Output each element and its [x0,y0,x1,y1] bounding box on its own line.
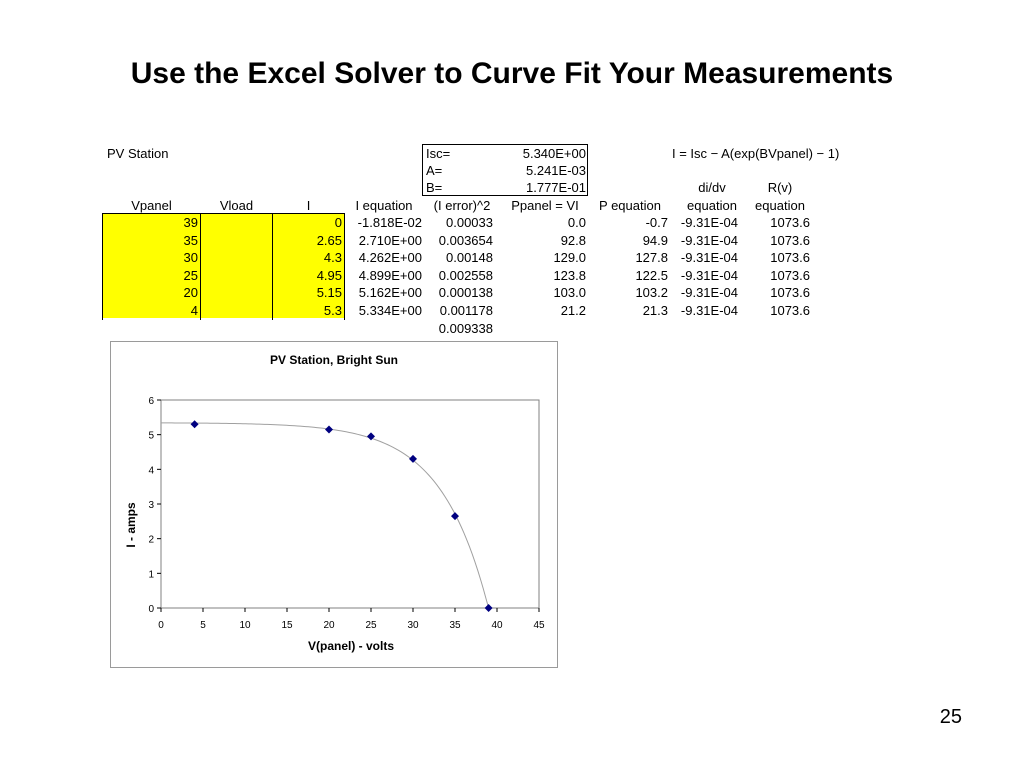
x-tick-label: 15 [281,620,293,631]
column-header: I equation [355,198,413,213]
page-number: 25 [939,706,962,728]
param-label: Isc= [426,146,451,161]
x-tick-label: 20 [323,620,335,631]
table-cell-didv[interactable]: -9.31E-04 [680,267,738,283]
table-cell-ppanel[interactable]: 92.8 [560,232,586,248]
table-cell-err2[interactable]: 0.00148 [446,250,493,265]
chart-area [110,341,558,668]
table-cell-p-eq[interactable]: 103.2 [635,285,668,300]
table-cell-i[interactable]: 4.3 [323,250,342,265]
y-tick-label: 6 [148,396,154,407]
table-cell-didv[interactable]: -9.31E-04 [680,285,738,300]
table-cell-p-eq[interactable]: 94.9 [642,232,668,248]
data-point [191,420,199,428]
table-cell-i-eq[interactable]: 4.262E+00 [358,250,422,265]
table-cell-p-eq[interactable]: 127.8 [635,250,668,265]
table-cell-p-eq[interactable]: 21.3 [642,302,668,318]
table-cell-vpanel[interactable]: 30 [183,250,198,265]
header-rv: R(v) [767,180,793,195]
table-cell-ppanel[interactable]: 103.0 [553,285,586,300]
table-cell-i[interactable]: 2.65 [316,232,342,248]
x-tick-label: 25 [365,620,377,631]
table-cell-err2[interactable]: 0.001178 [439,302,493,318]
table-cell-i-eq[interactable]: 5.162E+00 [358,285,422,300]
table-cell-vpanel[interactable]: 25 [183,267,198,283]
fit-curve-line [161,423,489,608]
slide-title: Use the Excel Solver to Curve Fit Your Measurements [130,57,894,90]
table-cell-ppanel[interactable]: 0.0 [567,215,586,230]
x-tick-label: 10 [239,620,251,631]
table-cell-i[interactable]: 5.15 [316,285,342,300]
x-tick-label: 0 [158,620,164,631]
table-cell-err2[interactable]: 0.002558 [438,267,493,283]
table-cell-i[interactable]: 5.3 [323,302,342,318]
param-label: A= [426,163,443,178]
table-cell-didv[interactable]: -9.31E-04 [680,232,738,248]
table-cell-i-eq[interactable]: -1.818E-02 [357,215,422,230]
data-point [325,425,333,433]
table-cell-ppanel[interactable]: 21.2 [560,302,586,318]
chart-title: PV Station, Bright Sun [270,353,398,367]
column-header: I [306,198,311,213]
x-tick-label: 5 [200,620,206,631]
param-value: 1.777E-01 [526,180,586,195]
x-axis-label: V(panel) - volts [307,639,395,653]
table-cell-rv[interactable]: 1073.6 [770,302,810,318]
param-value: 5.241E-03 [526,163,586,178]
table-cell-i-eq[interactable]: 2.710E+00 [358,232,422,248]
station-label: PV Station [107,146,169,161]
table-cell-vpanel[interactable]: 20 [183,285,198,300]
data-point [485,604,493,612]
column-header: equation [755,198,805,213]
x-tick-label: 45 [533,620,545,631]
table-cell-vpanel[interactable]: 39 [183,215,198,230]
column-divider [200,213,201,320]
y-tick-label: 0 [148,604,154,615]
param-label: B= [426,180,443,195]
y-tick-label: 3 [148,500,154,511]
scatter-chart [111,342,557,667]
column-header: Vpanel [131,198,172,213]
x-tick-label: 40 [491,620,503,631]
table-cell-rv[interactable]: 1073.6 [770,267,810,283]
table-cell-err2[interactable]: 0.003654 [438,232,493,248]
error-sum: 0.009338 [438,321,493,336]
x-tick-label: 35 [449,620,461,631]
fit-equation: I = Isc − A(exp(BVpanel) − 1) [672,146,840,161]
column-header: (I error)^2 [433,198,491,213]
param-value: 5.340E+00 [522,146,586,161]
table-cell-rv[interactable]: 1073.6 [770,215,810,230]
header-didv: di/dv [698,180,726,195]
table-cell-rv[interactable]: 1073.6 [770,285,810,300]
table-cell-didv[interactable]: -9.31E-04 [680,215,738,230]
table-cell-vpanel[interactable]: 4 [190,302,198,318]
column-header: equation [687,198,737,213]
table-cell-ppanel[interactable]: 123.8 [553,267,586,283]
table-cell-rv[interactable]: 1073.6 [770,232,810,248]
table-cell-didv[interactable]: -9.31E-04 [680,250,738,265]
data-point [409,455,417,463]
spreadsheet [0,0,1024,340]
y-tick-label: 4 [148,465,154,477]
y-tick-label: 5 [148,430,154,442]
plot-area-frame [161,400,539,608]
y-tick-label: 2 [148,534,154,546]
table-cell-i[interactable]: 0 [334,215,342,230]
table-cell-ppanel[interactable]: 129.0 [553,250,586,265]
table-cell-p-eq[interactable]: 122.5 [635,267,668,283]
column-header: Vload [219,198,254,213]
table-cell-i-eq[interactable]: 5.334E+00 [358,302,422,318]
table-cell-rv[interactable]: 1073.6 [770,250,810,265]
table-cell-i[interactable]: 4.95 [316,267,342,283]
table-cell-i-eq[interactable]: 4.899E+00 [358,267,422,283]
x-tick-label: 30 [407,620,419,631]
y-axis-label: I - amps [124,502,138,548]
table-cell-err2[interactable]: 0.000138 [438,285,493,300]
table-cell-didv[interactable]: -9.31E-04 [680,302,738,318]
table-cell-err2[interactable]: 0.00033 [446,215,493,230]
column-header: P equation [599,198,661,213]
y-tick-label: 1 [148,569,154,581]
table-cell-p-eq[interactable]: -0.7 [645,215,668,230]
column-header: Ppanel = VI [511,198,579,213]
table-cell-vpanel[interactable]: 35 [183,232,198,248]
